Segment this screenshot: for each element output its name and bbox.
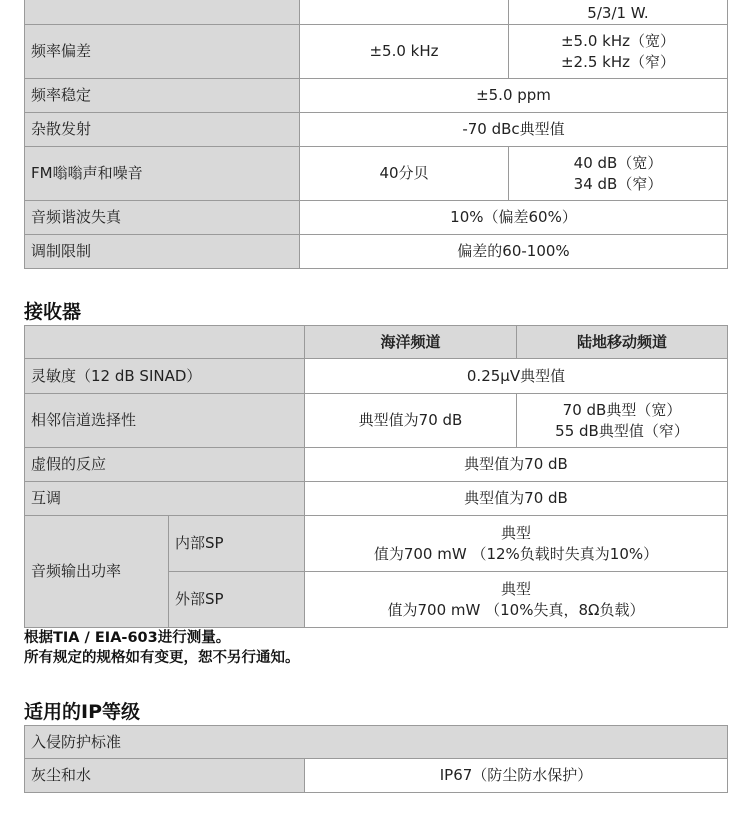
table-row (25, 359, 728, 394)
row-value: 典型值为70 dB (305, 448, 728, 482)
ip-standard-label: 入侵防护标准 (25, 726, 728, 759)
disclaimer-note: 所有规定的规格如有变更，恕不另行通知。 (24, 650, 300, 666)
internal-speaker-label: 内部SP (169, 516, 305, 572)
row-label: 频率稳定 (25, 79, 300, 113)
row-label: 音频谐波失真 (25, 201, 300, 235)
row-label: 灵敏度（12 dB SINAD） (25, 359, 305, 394)
table-row (25, 448, 728, 482)
table-row (25, 516, 728, 572)
internal-speaker-line-1: 典型 (500, 523, 531, 542)
marine-value: ±5.0 kHz (300, 25, 509, 79)
ip-row-value: IP67（防尘防水保护） (305, 759, 728, 793)
row-label: 频率偏差 (25, 25, 300, 79)
table-row (25, 79, 728, 113)
column-header-land-mobile: 陆地移动频道 (517, 326, 728, 359)
row-label: 调制限制 (25, 235, 300, 269)
table-row (25, 25, 728, 79)
receiver-table (24, 325, 728, 628)
row-label: 互调 (25, 482, 305, 516)
table-header-row (25, 326, 728, 359)
audio-output-label: 音频输出功率 (25, 516, 169, 628)
land-value-wide: 40 dB（宽） (573, 153, 663, 172)
top-land-cell (509, 0, 728, 25)
table-row (25, 113, 728, 147)
transmitter-table (24, 0, 728, 269)
measurement-note: 根据TIA / EIA-603进行测量。 (24, 630, 231, 646)
row-value: 0.25μV典型值 (305, 359, 728, 394)
row-label: 杂散发射 (25, 113, 300, 147)
land-value-narrow: ±2.5 kHz（窄） (560, 52, 676, 71)
land-value (517, 394, 728, 448)
row-value: -70 dBc典型值 (300, 113, 728, 147)
ip-row-label: 灰尘和水 (25, 759, 305, 793)
ip-table (24, 725, 728, 793)
land-value-narrow: 34 dB（窄） (573, 174, 663, 193)
power-value: 5/3/1 W. (587, 4, 649, 22)
row-value: 10%（偏差60%） (300, 201, 728, 235)
table-row (25, 482, 728, 516)
header-blank-cell (25, 326, 305, 359)
row-label: 虚假的反应 (25, 448, 305, 482)
land-value (509, 147, 728, 201)
table-row (25, 235, 728, 269)
row-value: ±5.0 ppm (300, 79, 728, 113)
marine-value: 40分贝 (300, 147, 509, 201)
external-speaker-label: 外部SP (169, 572, 305, 628)
external-speaker-value (305, 572, 728, 628)
receiver-notes (24, 628, 300, 668)
table-row (25, 201, 728, 235)
land-value (509, 25, 728, 79)
row-label: 相邻信道选择性 (25, 394, 305, 448)
external-speaker-line-1: 典型 (500, 579, 531, 598)
table-row (25, 759, 728, 793)
internal-speaker-line-2: 值为700 mW （12%负载时失真为10%） (373, 544, 659, 563)
land-value-wide: ±5.0 kHz（宽） (560, 31, 676, 50)
table-row (25, 394, 728, 448)
internal-speaker-value (305, 516, 728, 572)
table-row (25, 147, 728, 201)
land-value-wide: 70 dB典型（宽） (562, 400, 682, 419)
top-label-cell (25, 0, 300, 25)
land-value-narrow: 55 dB典型值（窄） (555, 421, 689, 440)
receiver-heading: 接收器 (24, 301, 82, 323)
row-label: FM嗡嗡声和噪音 (25, 147, 300, 201)
external-speaker-line-2: 值为700 mW （10%失真，8Ω负载） (387, 600, 645, 619)
row-value: 偏差的60-100% (300, 235, 728, 269)
column-header-marine: 海洋频道 (305, 326, 517, 359)
top-marine-cell (300, 0, 509, 25)
marine-value: 典型值为70 dB (305, 394, 517, 448)
row-value: 典型值为70 dB (305, 482, 728, 516)
ip-heading: 适用的IP等级 (24, 701, 140, 723)
table-row (25, 726, 728, 759)
